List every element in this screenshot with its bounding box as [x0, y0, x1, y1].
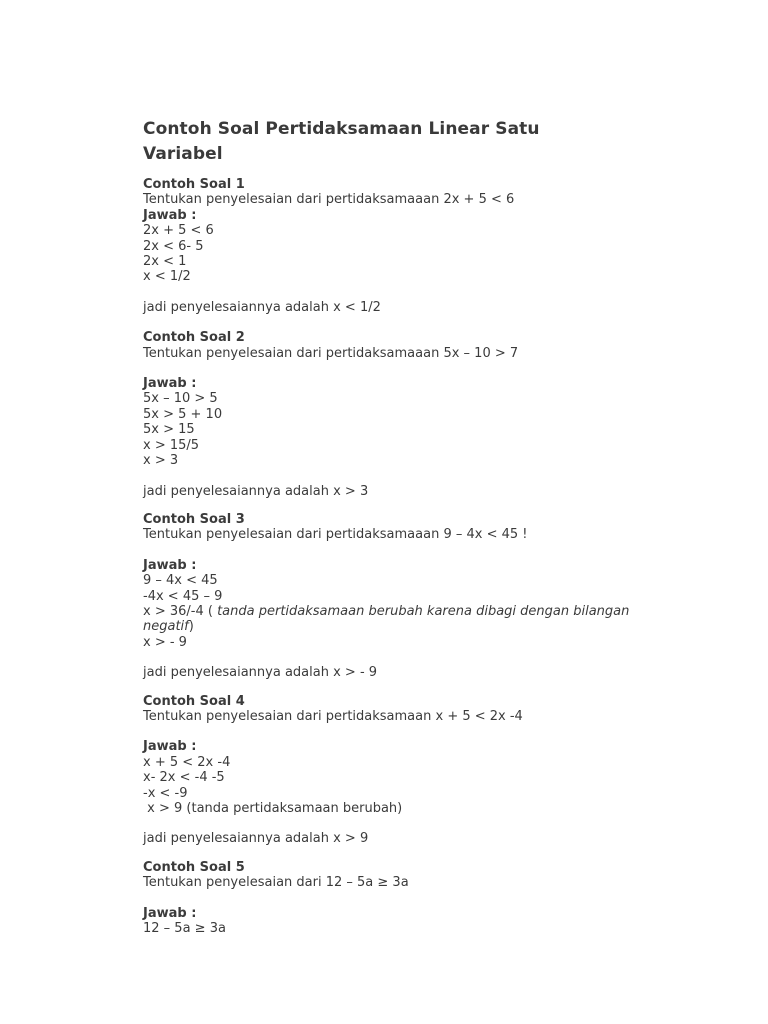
soal4-step: -x < -9 — [143, 785, 188, 801]
soal4-heading: Contoh Soal 4 — [143, 693, 245, 709]
soal3-heading: Contoh Soal 3 — [143, 511, 245, 527]
soal2-jawab: Jawab : — [143, 376, 197, 392]
soal4-step: x- 2x < -4 -5 — [143, 770, 225, 786]
soal1-conclusion: jadi penyelesaiannya adalah x < 1/2 — [143, 299, 381, 315]
soal1-jawab: Jawab : — [143, 207, 197, 223]
soal4-conclusion: jadi penyelesaiannya adalah x > 9 — [143, 831, 369, 847]
soal3-step3-post: ) — [188, 619, 194, 635]
soal1-step: 2x + 5 < 6 — [143, 223, 214, 239]
soal1-question: Tentukan penyelesaian dari pertidaksamaaan 2x + 5 < 6 — [143, 192, 515, 208]
soal4-step: x + 5 < 2x -4 — [143, 754, 231, 770]
document-body — [143, 177, 633, 936]
soal3-question: Tentukan penyelesaian dari pertidaksamaaan 9 – 4x < 45 ! — [143, 527, 528, 543]
soal3-step-with-note — [143, 604, 633, 635]
soal5-jawab: Jawab : — [143, 905, 197, 921]
soal2-step: 5x – 10 > 5 — [143, 391, 218, 407]
soal3-conclusion: jadi penyelesaiannya adalah x > - 9 — [143, 665, 378, 681]
soal2-heading: Contoh Soal 2 — [143, 330, 245, 346]
soal5-step: 12 – 5a ≥ 3a — [143, 921, 226, 937]
soal2-question: Tentukan penyelesaian dari pertidaksamaaan 5x – 10 > 7 — [143, 345, 519, 361]
soal1-step: x < 1/2 — [143, 269, 191, 285]
soal2-step: x > 15/5 — [143, 437, 200, 453]
soal4-question: Tentukan penyelesaian dari pertidaksamaan x + 5 < 2x -4 — [143, 708, 523, 724]
soal3-step: x > - 9 — [143, 634, 187, 650]
soal2-step: 5x > 5 + 10 — [143, 406, 223, 422]
soal1-step: 2x < 1 — [143, 254, 187, 270]
soal2-conclusion: jadi penyelesaiannya adalah x > 3 — [143, 483, 369, 499]
soal2-step: x > 3 — [143, 453, 179, 469]
soal3-jawab: Jawab : — [143, 557, 197, 573]
page-title: Contoh Soal Pertidaksamaan Linear Satu Variabel — [143, 119, 540, 164]
soal5-question: Tentukan penyelesaian dari 12 – 5a ≥ 3a — [143, 875, 409, 891]
soal3-step: -4x < 45 – 9 — [143, 588, 223, 604]
soal2-step: 5x > 15 — [143, 422, 195, 438]
soal1-step: 2x < 6- 5 — [143, 238, 204, 254]
soal4-step: x > 9 (tanda pertidaksamaan berubah) — [143, 801, 403, 816]
soal1-heading: Contoh Soal 1 — [143, 177, 245, 192]
soal3-step3-note: tanda pertidaksamaan berubah karena dibagi dengan bilangan negatif — [143, 603, 634, 635]
soal4-jawab: Jawab : — [143, 739, 197, 755]
soal3-step: 9 – 4x < 45 — [143, 573, 218, 589]
soal5-heading: Contoh Soal 5 — [143, 859, 245, 875]
soal3-step3-pre: x > 36/-4 ( — [143, 603, 218, 619]
